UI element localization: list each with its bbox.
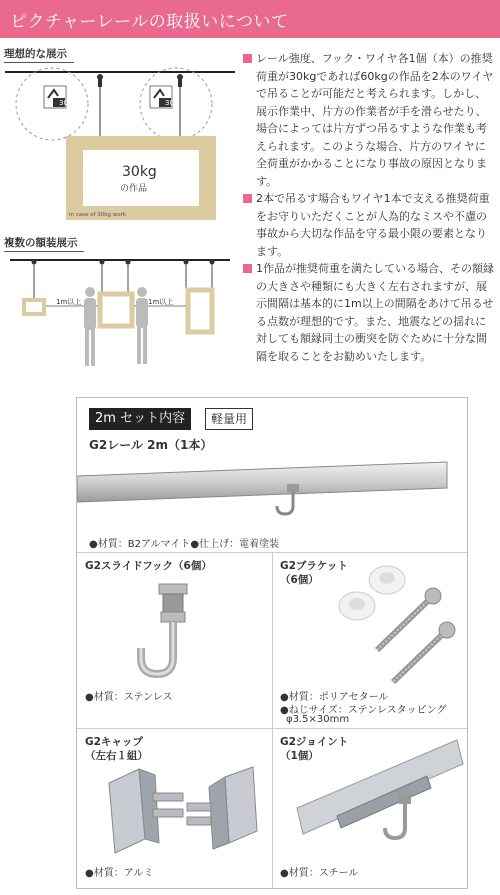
item-name-qty: （1個） [280,750,319,762]
bullet-square [243,194,252,203]
page-header [0,0,500,38]
bullet-square [243,264,252,273]
set-title: 2m セット内容 [89,408,191,430]
item-spec: ●材質：アルミ [85,868,154,879]
explanation-paragraph-3: 1作品が推奨荷重を満たしている場合、その額縁の大きさや種類にも大きく左右されますが、展示間隔は基本的に1m以上の間隔をあけて吊るせる点数が理想的です。また、地震などの揺れに対しても額縁同士の衝突を防ぐために十分な間隔を取ることをお勧めいたします。 [243,260,495,365]
explanation-paragraph-2: 2本で吊るす場合もワイヤ1本で支える推奨荷重をお守りいただくことが人為的なミスや不慮の事故から大切な作品を守る最小限の要素となります。 [243,190,495,260]
item-name: G2キャップ [85,736,143,748]
rail-name: G2レール 2m（1本） [89,438,213,452]
multiple-section-underline [4,251,84,252]
ideal-display-diagram [0,64,240,229]
item-spec: ●材質：ステンレス [85,692,173,703]
artwork-weight: 30kg [122,164,157,180]
person-left [84,287,96,366]
explanation-paragraph-1: レール強度、フック・ワイヤ各1個（本）の推奨荷重が30kgであれば60kgの作品を2本のワイヤで吊ることが可能だと考えられます。しかし、展示作業中、片方の作業者が手を滑らせたり、場合によっては片方ずつ吊るすような作業も考えられます。このような場合、片方のワイヤに全荷重がかかることになり事故の原因となります。 [243,50,495,190]
item-name-qty: （左右１組） [85,750,148,762]
joint-image [277,738,465,858]
item-spec: ●材質：ポリアセタール [280,692,389,703]
frame-small [24,300,44,314]
item-spec: ●ねじサイズ：ステンレスタッピング [280,705,447,716]
sign-label-right: 30 [165,99,174,107]
divider [77,728,467,729]
item-spec: ●材質：スチール [280,868,359,879]
gap-label-2: 1m以上 [148,298,174,306]
ideal-section-title: 理想的な展示 [4,48,67,60]
hook-left [97,74,103,87]
item-name-qty: （6個） [280,574,319,586]
sign-label-left: 30 [59,99,68,107]
rail-image [77,454,467,544]
frame-medium [100,294,132,326]
page-title: ピクチャーレールの取扱いについて [10,12,289,32]
rail-spec: ●材質：B2アルマイト●仕上げ：電着塗装 [89,539,280,550]
multiple-display-diagram [0,254,240,374]
set-badge: 軽量用 [205,408,253,430]
set-contents-box [76,397,468,889]
item-name: G2ジョイント [280,736,349,748]
artwork-label: の作品 [120,184,148,194]
artwork-note: In case of 30kg work [69,212,127,218]
person-right [136,287,148,364]
bracket-image [307,558,462,688]
cap-image [97,753,267,863]
frame-tall [188,290,212,332]
explanation-text [243,50,495,365]
divider-vertical [272,552,273,888]
item-name: G2スライドフック（6個） [85,560,212,572]
bullet-square [243,54,252,63]
slide-hook-image [127,578,237,688]
item-spec: φ3.5×30mm [286,714,350,725]
multiple-section-title: 複数の額装展示 [4,237,78,249]
hook-right [177,74,183,87]
gap-label-1: 1m以上 [56,298,82,306]
item-name: G2ブラケット [280,560,348,572]
ideal-section-underline [4,62,74,63]
